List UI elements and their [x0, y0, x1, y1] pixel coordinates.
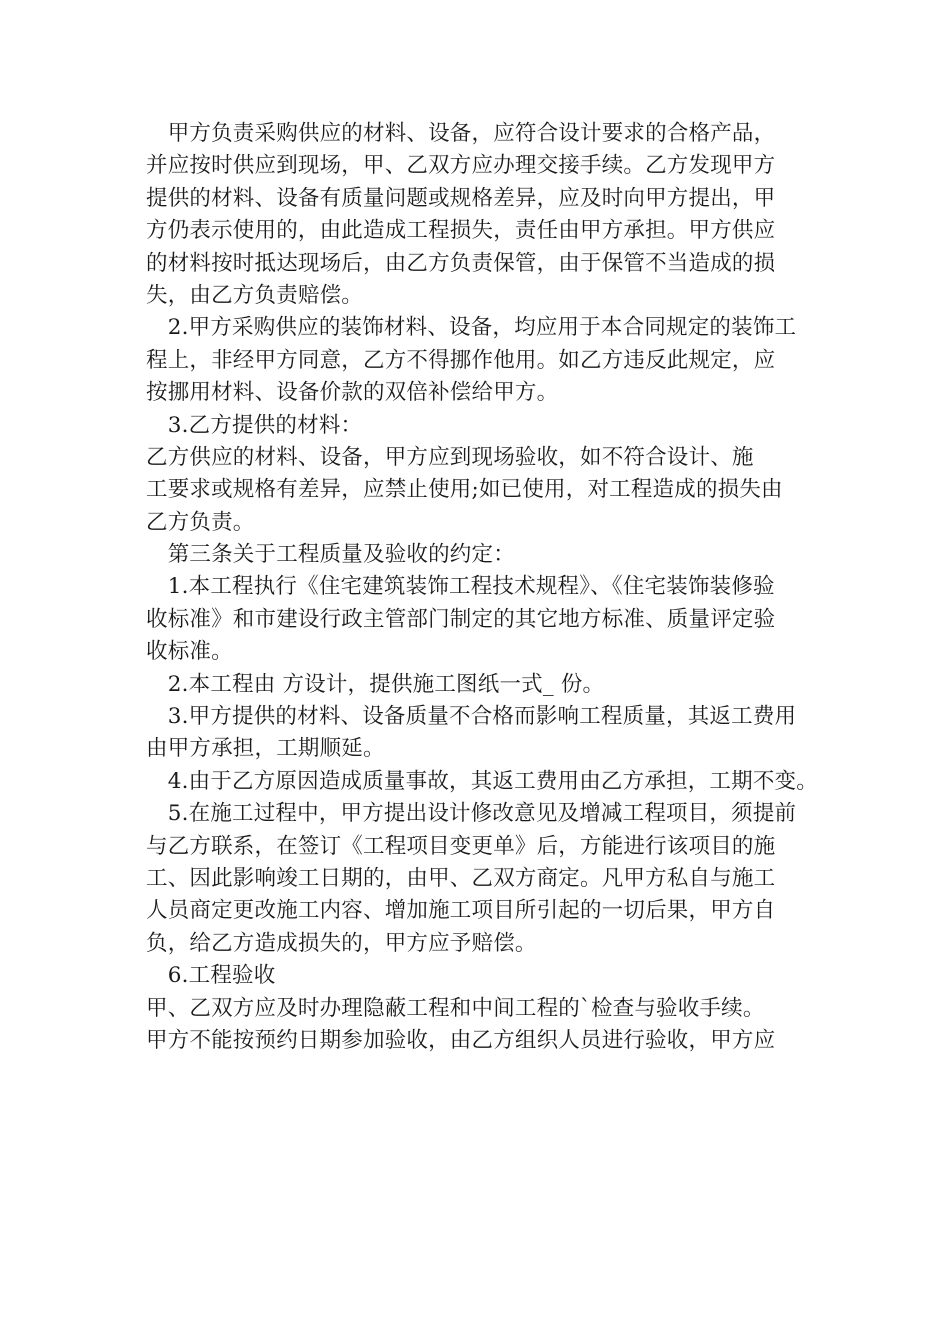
paragraph-line: 失，由乙方负责赔偿。	[146, 282, 364, 308]
paragraph-line: 6.工程验收	[146, 963, 276, 989]
paragraph-line: 乙方负责。	[146, 509, 255, 535]
paragraph-line: 1.本工程执行《住宅建筑装饰工程技术规程》、《住宅装饰装修验	[146, 574, 775, 600]
paragraph-line: 甲方不能按预约日期参加验收，由乙方组织人员进行验收，甲方应	[146, 1027, 776, 1053]
paragraph-line: 3.乙方提供的材料：	[146, 412, 363, 438]
paragraph-line: 工、因此影响竣工日期的，由甲、乙双方商定。凡甲方私自与施工	[146, 865, 776, 891]
document-body	[146, 118, 826, 1057]
paragraph-line: 甲、乙双方应及时办理隐蔽工程和中间工程的`检查与验收手续。	[146, 995, 765, 1021]
paragraph-line: 方仍表示使用的，由此造成工程损失，责任由甲方承担。甲方供应	[146, 218, 776, 244]
section-heading: 第三条关于工程质量及验收的约定：	[146, 542, 515, 568]
paragraph-line: 收标准。	[146, 639, 233, 665]
paragraph-line: 与乙方联系，在签订《工程项目变更单》后，方能进行该项目的施	[146, 833, 776, 859]
paragraph-line: 乙方供应的材料、设备，甲方应到现场验收，如不符合设计、施	[146, 444, 754, 470]
paragraph-line: 由甲方承担，工期顺延。	[146, 736, 385, 762]
paragraph-line: 3.甲方提供的材料、设备质量不合格而影响工程质量，其返工费用	[146, 704, 797, 730]
paragraph-line: 2.甲方采购供应的装饰材料、设备，均应用于本合同规定的装饰工	[146, 315, 797, 341]
paragraph-line: 程上，非经甲方同意，乙方不得挪作他用。如乙方违反此规定，应	[146, 347, 776, 373]
paragraph-line: 2.本工程由 方设计，提供施工图纸一式_ 份。	[146, 671, 605, 697]
paragraph-line: 的材料按时抵达现场后，由乙方负责保管，由于保管不当造成的损	[146, 250, 776, 276]
paragraph-line: 并应按时供应到现场，甲、乙双方应办理交接手续。乙方发现甲方	[146, 153, 776, 179]
paragraph-line: 甲方负责采购供应的材料、设备，应符合设计要求的合格产品，	[146, 121, 776, 146]
paragraph-line: 工要求或规格有差异，应禁止使用;如已使用，对工程造成的损失由	[146, 477, 783, 503]
paragraph-line: 提供的材料、设备有质量问题或规格差异，应及时向甲方提出，甲	[146, 185, 776, 211]
paragraph-line: 5.在施工过程中，甲方提出设计修改意见及增减工程项目，须提前	[146, 801, 797, 827]
paragraph-line: 按挪用材料、设备价款的双倍补偿给甲方。	[146, 380, 559, 406]
paragraph-line: 4.由于乙方原因造成质量事故，其返工费用由乙方承担，工期不变。	[146, 768, 818, 794]
paragraph-line: 负，给乙方造成损失的，甲方应予赔偿。	[146, 930, 537, 956]
paragraph-line: 收标准》和市建设行政主管部门制定的其它地方标准、质量评定验	[146, 606, 776, 632]
paragraph-line: 人员商定更改施工内容、增加施工项目所引起的一切后果，甲方自	[146, 898, 776, 924]
